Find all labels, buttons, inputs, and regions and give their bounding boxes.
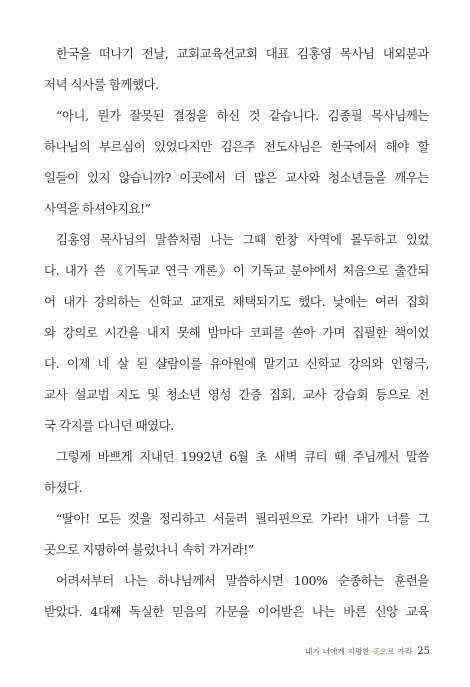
text-line: 교사 설교법 지도 및 청소년 영성 간증 집회, 교사 강습회 등으로 전 xyxy=(44,387,429,402)
paragraph xyxy=(44,565,429,627)
running-title-accent: 곳으로 xyxy=(372,647,395,656)
body-text xyxy=(44,38,429,627)
text-line: 어려서부터 나는 하나님께서 말씀하시면 100% 순종하는 훈련을 xyxy=(56,573,429,588)
paragraph xyxy=(44,503,429,565)
running-title xyxy=(305,647,412,656)
running-title-after: 가라 xyxy=(394,647,413,656)
paragraph xyxy=(44,38,429,100)
text-line: “아니, 뭔가 잘못된 결정을 하신 것 같습니다. 김종필 목사님께는 xyxy=(56,108,429,123)
text-line: 사역을 하셔야지요!” xyxy=(44,201,151,216)
text-line: 김홍영 목사님의 말씀처럼 나는 그때 한창 사역에 몰두하고 있었 xyxy=(56,232,429,247)
page-footer xyxy=(305,646,430,657)
text-line: 하나님의 부르심이 있었다지만 김은주 전도사님은 한국에서 해야 할 xyxy=(44,139,429,154)
text-line: 하셨다. xyxy=(44,480,83,495)
text-line: 받았다. 4대째 독실한 믿음의 가문을 이어받은 나는 바른 신앙 교육 xyxy=(44,604,429,619)
paragraph xyxy=(44,441,429,503)
paragraph xyxy=(44,100,429,224)
text-line: 와 강의로 시간을 내지 못해 밤마다 코피를 쏟아 가며 집필한 책이었 xyxy=(44,325,429,340)
running-title-before: 내가 너에게 지명한 xyxy=(305,647,373,656)
text-line: 그렇게 바쁘게 지내던 1992년 6월 초 새벽 큐티 때 주님께서 말씀 xyxy=(56,449,429,464)
paragraph xyxy=(44,224,429,441)
text-line: 어 내가 강의하는 신학교 교재로 채택되기도 했다. 낮에는 여러 집회 xyxy=(44,294,429,309)
page-number: 25 xyxy=(417,646,430,657)
text-line: 다. 이제 네 살 된 샬람이를 유아원에 맡기고 신학교 강의와 인형극, xyxy=(44,356,429,371)
text-line: 한국을 떠나기 전날, 교회교육선교회 대표 김홍영 목사님 내외분과 xyxy=(56,46,429,61)
text-line: 일들이 있지 않습니까? 이곳에서 더 많은 교사와 청소년들을 깨우는 xyxy=(44,170,429,185)
text-line: 곳으로 지명하여 불렀나니 속히 가거라!” xyxy=(44,542,254,557)
text-line: “딸아! 모든 것을 정리하고 서둘러 필리핀으로 가라! 내가 너를 그 xyxy=(56,511,429,526)
text-line: 저녁 식사를 함께했다. xyxy=(44,77,159,92)
text-line: 다. 내가 쓴 《기독교 연극 개론》이 기독교 분야에서 처음으로 출간되 xyxy=(44,263,429,278)
text-line: 국 각지를 다니던 때였다. xyxy=(44,418,174,433)
